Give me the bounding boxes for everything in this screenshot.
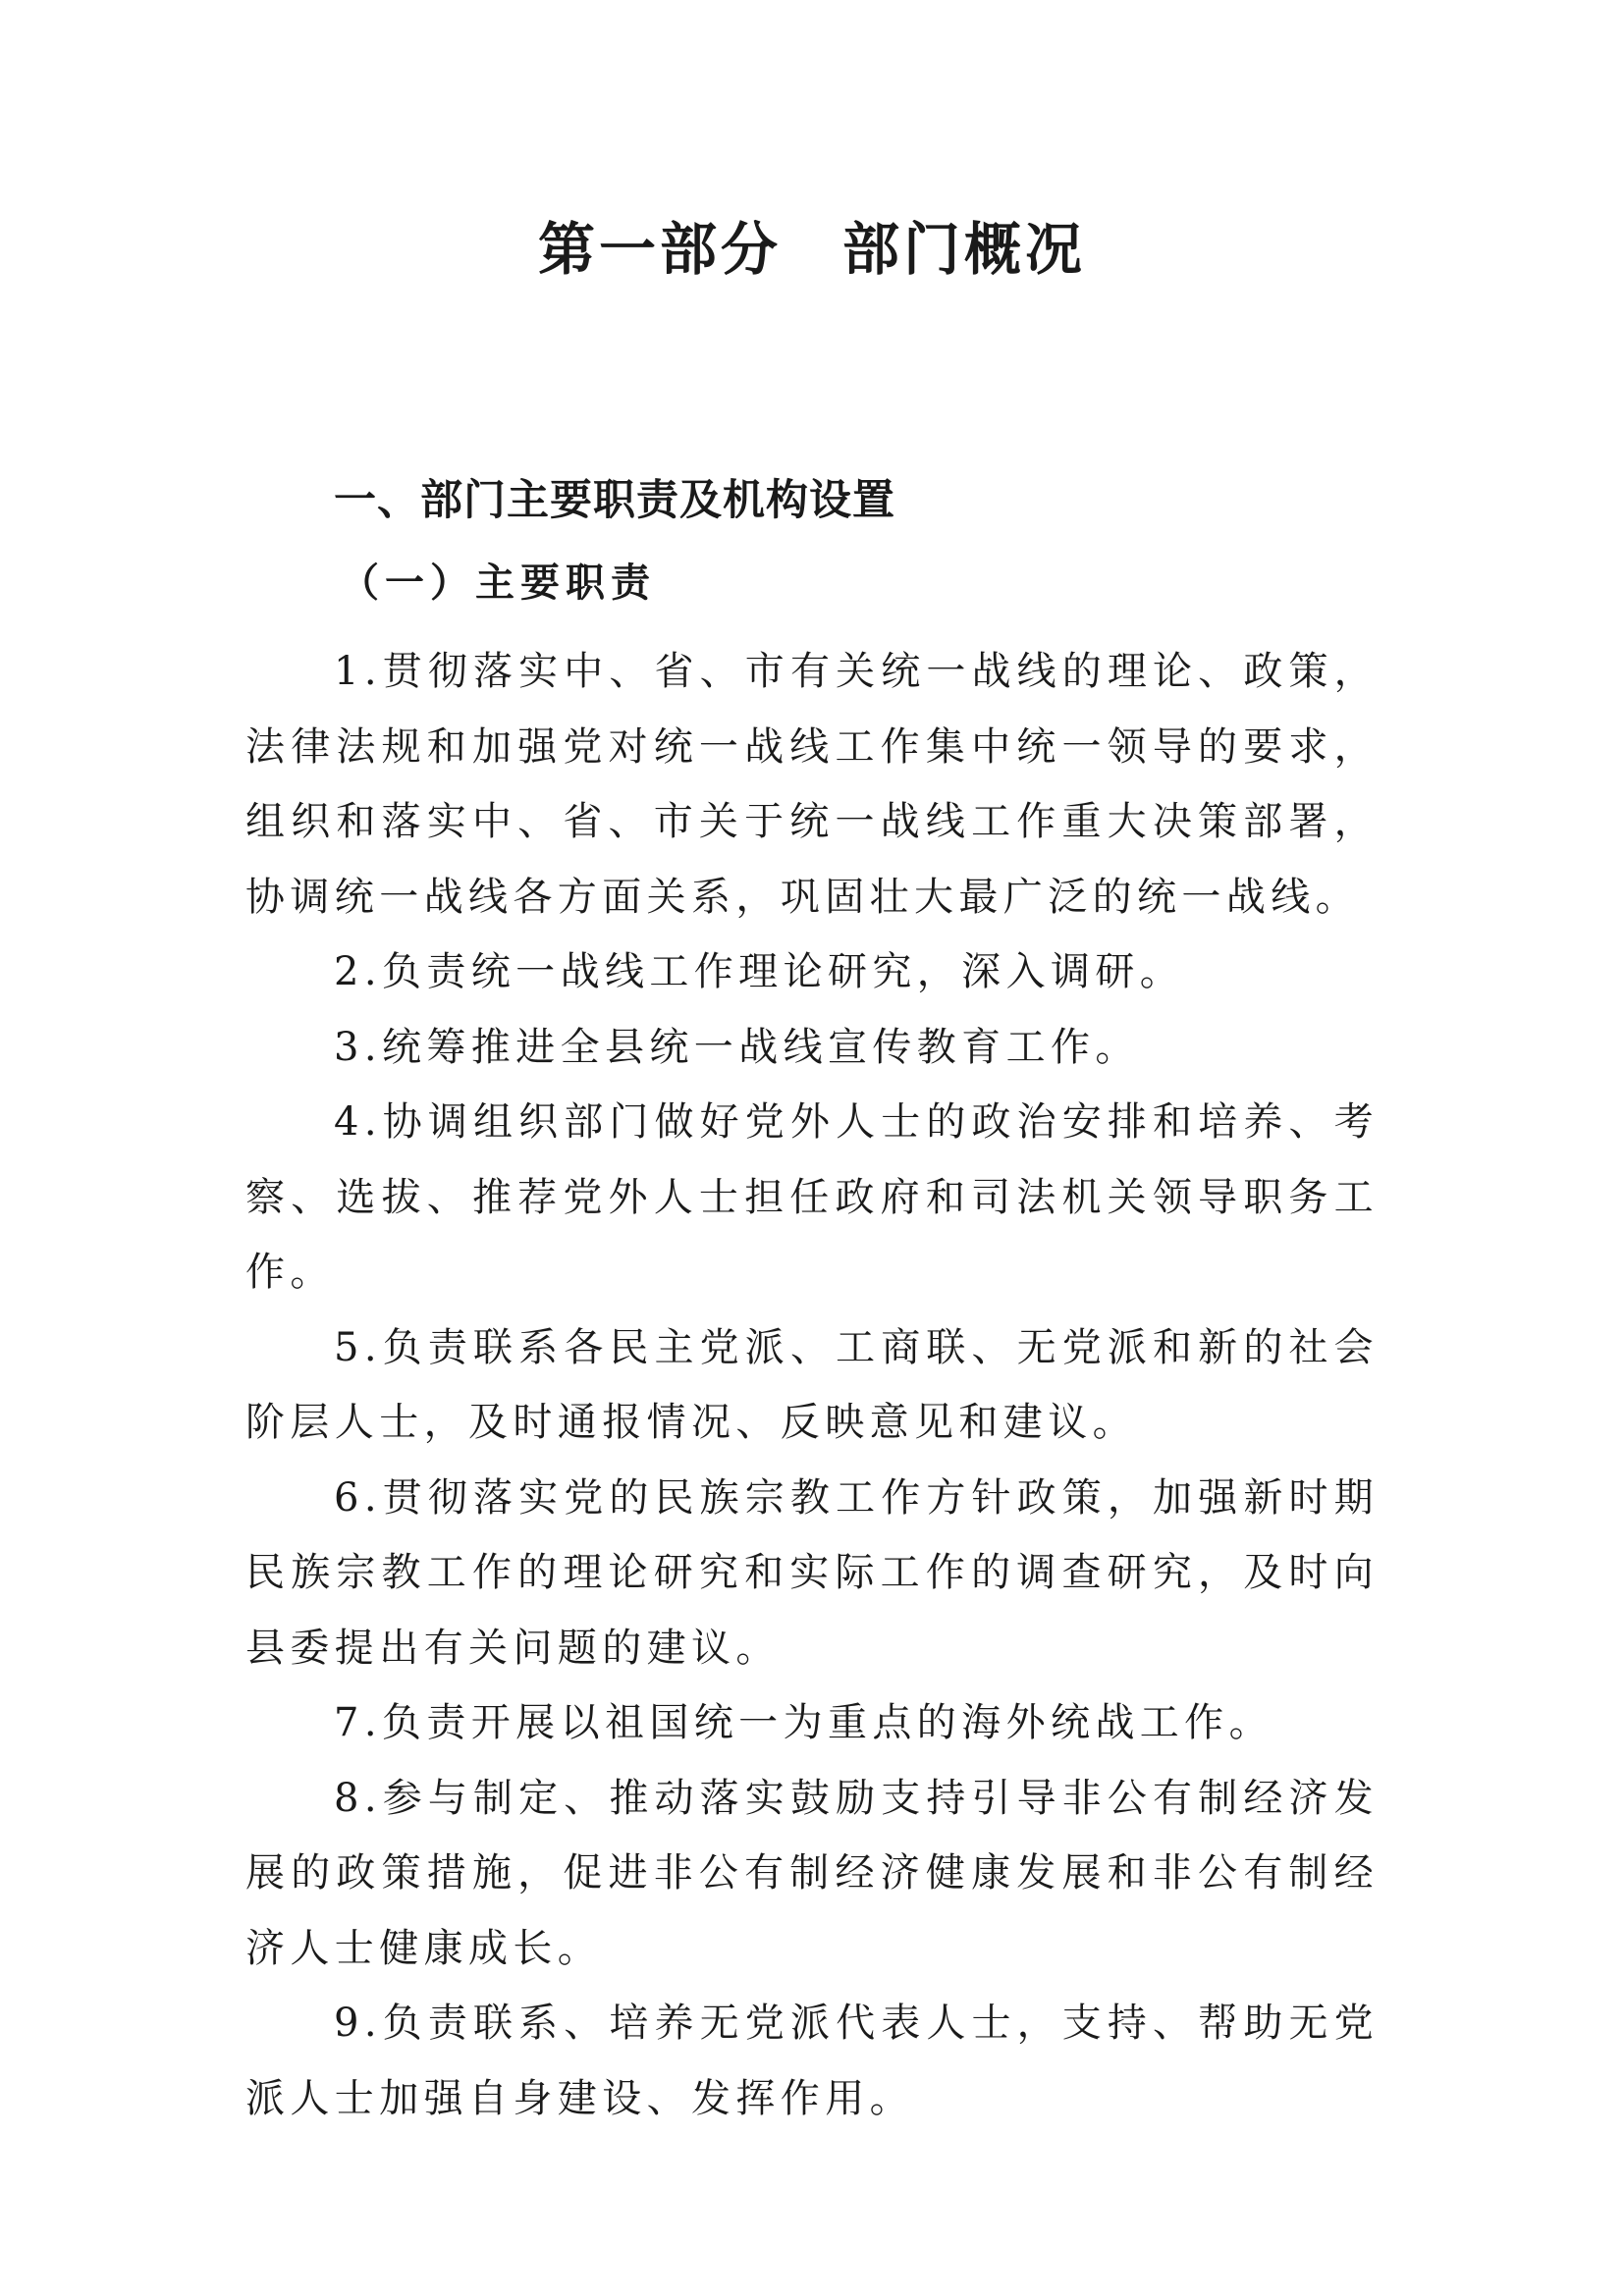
duty-item: 5.负责联系各民主党派、工商联、无党派和新的社会阶层人士，及时通报情况、反映意见和建议。 bbox=[245, 1324, 1379, 1445]
duty-item: 3.统筹推进全县统一战线宣传教育工作。 bbox=[334, 1024, 1140, 1070]
duty-list bbox=[245, 634, 1379, 2136]
page-title: 第一部分 部门概况 bbox=[537, 216, 1086, 283]
duty-item: 6.贯彻落实党的民族宗教工作方针政策，加强新时期民族宗教工作的理论研究和实际工作的调查研究，及时向县委提出有关问题的建议。 bbox=[245, 1474, 1379, 1671]
duty-item: 1.贯彻落实中、省、市有关统一战线的理论、政策，法律法规和加强党对统一战线工作集中统一领导的要求，组织和落实中、省、市关于统一战线工作重大决策部署，协调统一战线各方面关系，巩固壮大最广泛的统一战线。 bbox=[245, 649, 1379, 920]
duty-item: 4.协调组织部门做好党外人士的政治安排和培养、考察、选拔、推荐党外人士担任政府和司法机关领导职务工作。 bbox=[245, 1099, 1379, 1295]
duty-item: 2.负责统一战线工作理论研究，深入调研。 bbox=[334, 949, 1185, 994]
section-heading: 一、部门主要职责及机构设置 bbox=[334, 476, 895, 525]
duty-item: 9.负责联系、培养无党派代表人士，支持、帮助无党派人士加强自身建设、发挥作用。 bbox=[245, 2001, 1379, 2121]
duty-item: 7.负责开展以祖国统一为重点的海外统战工作。 bbox=[334, 1700, 1273, 1745]
sub-heading: （一）主要职责 bbox=[340, 560, 656, 606]
duty-item: 8.参与制定、推动落实鼓励支持引导非公有制经济发展的政策措施，促进非公有制经济健康发展和非公有制经济人士健康成长。 bbox=[245, 1775, 1379, 1971]
